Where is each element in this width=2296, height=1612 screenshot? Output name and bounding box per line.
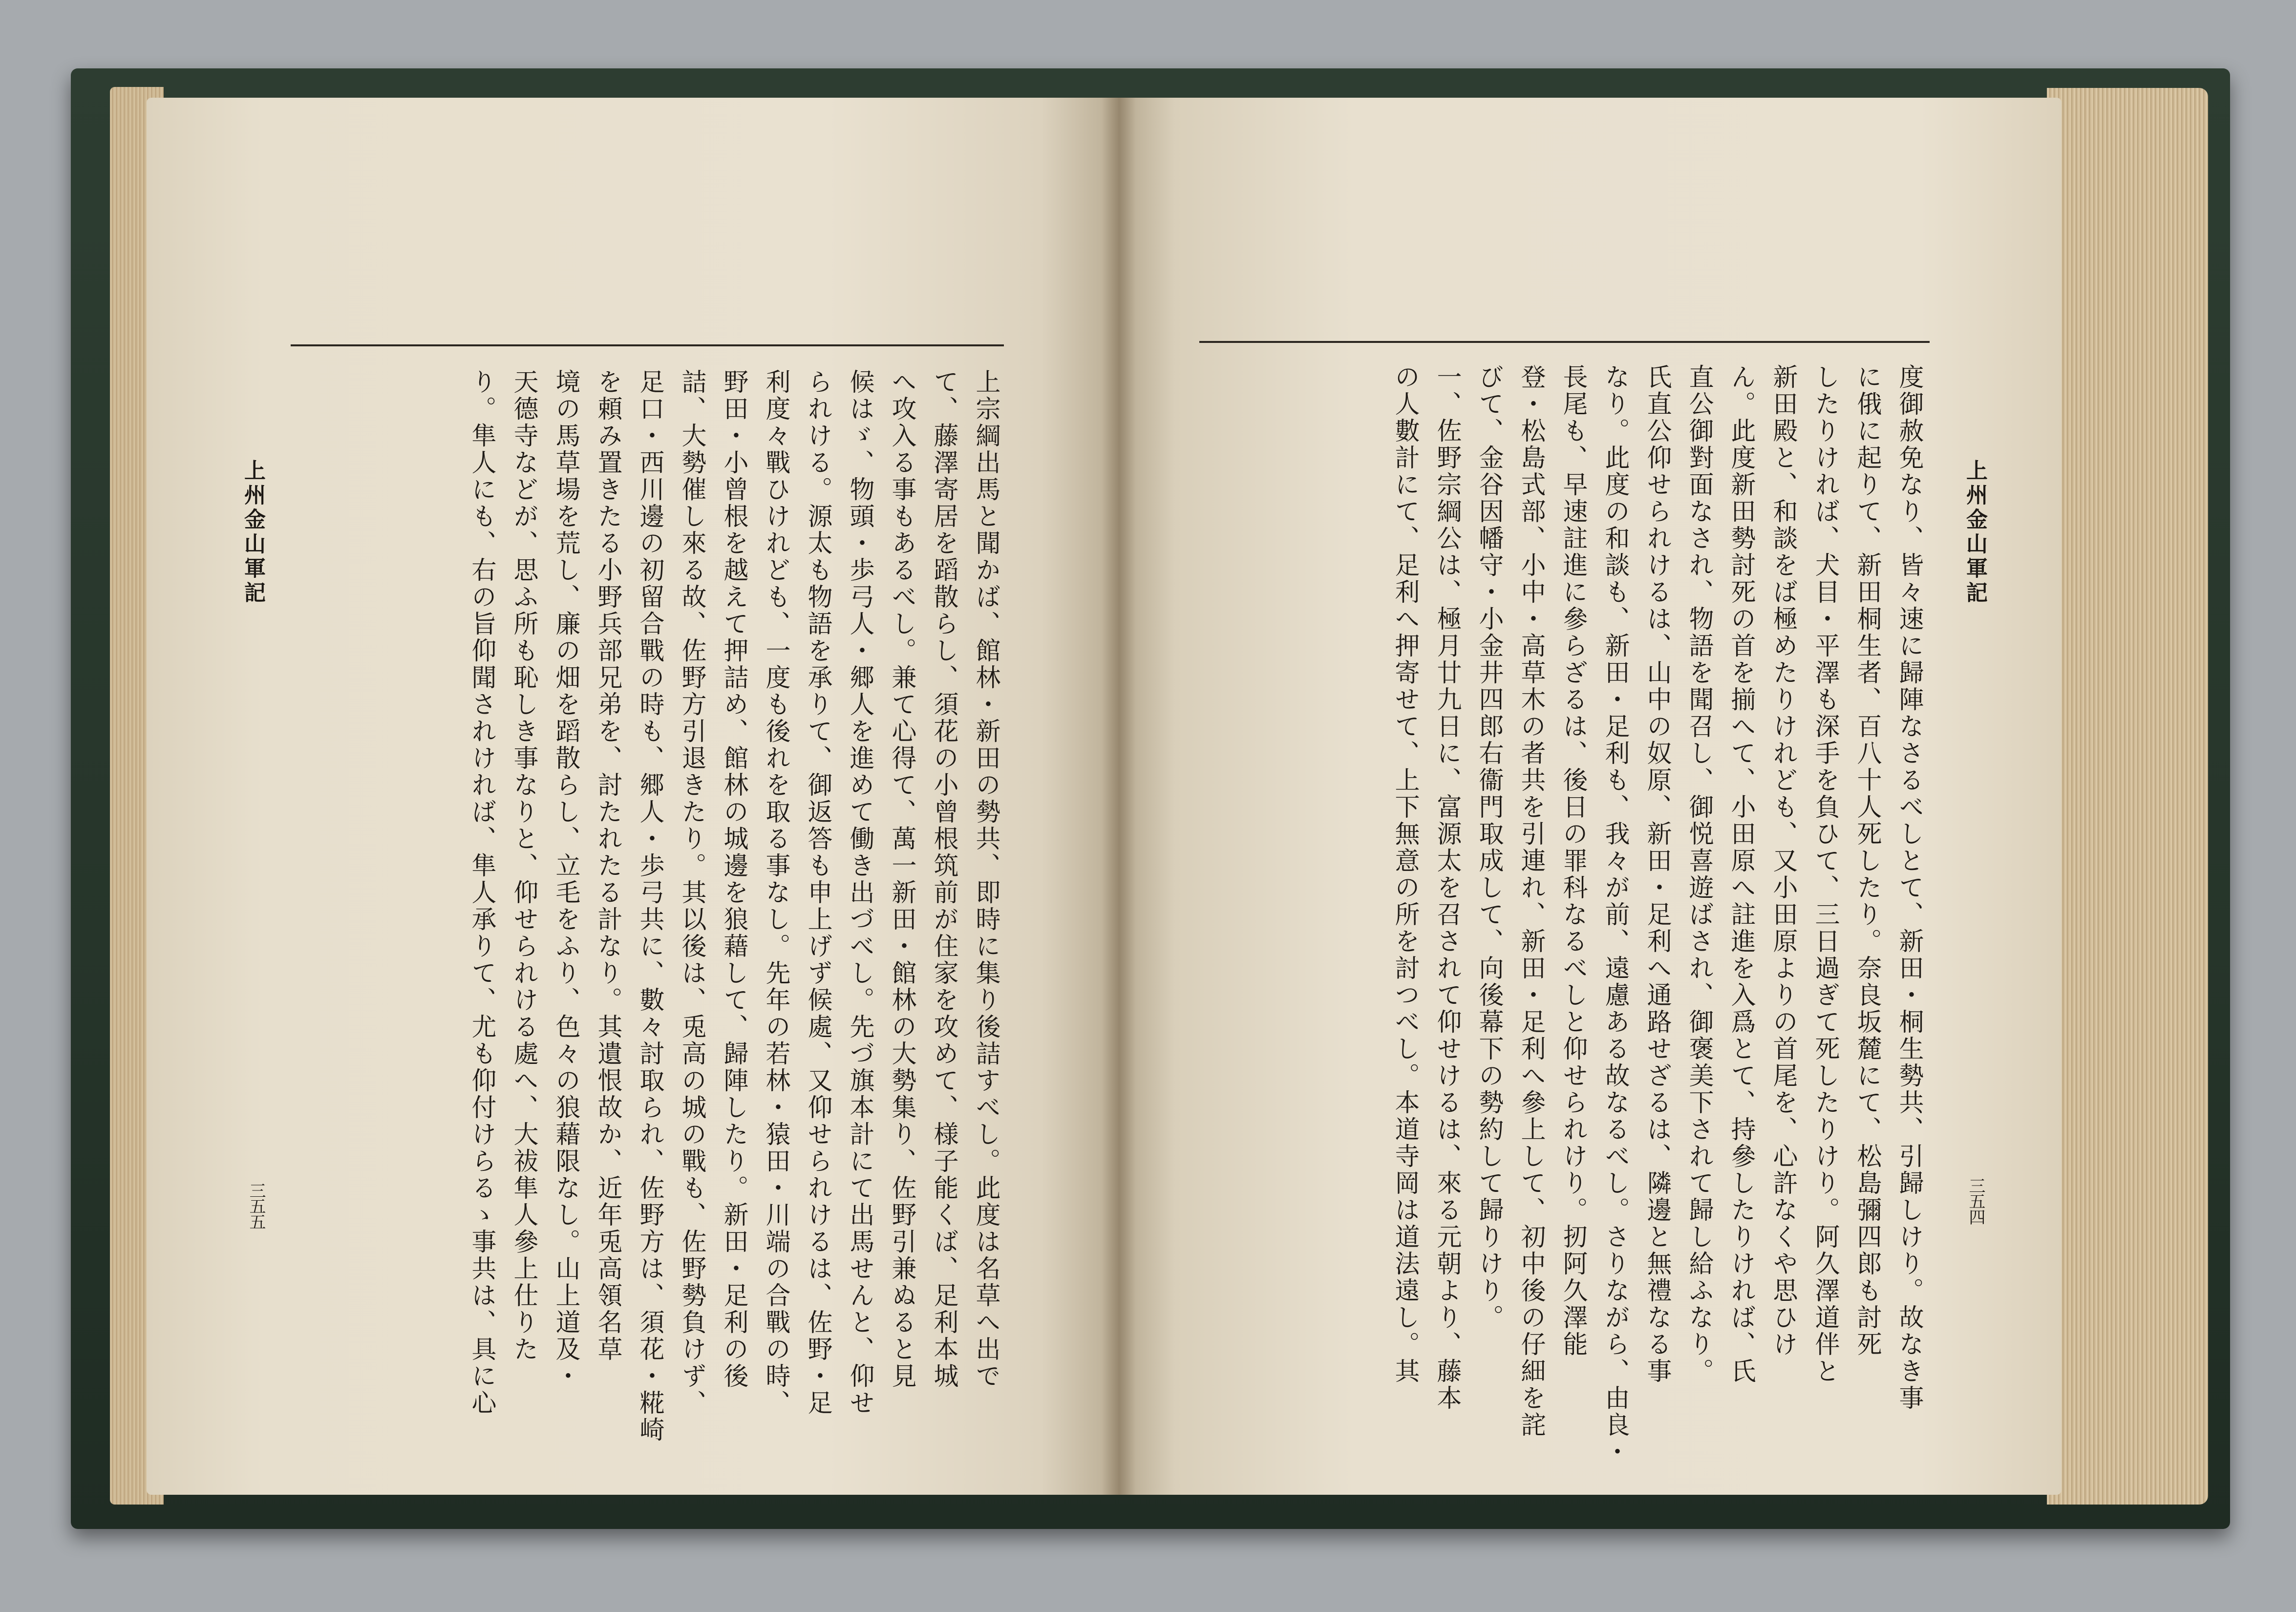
text-line: 候はゞ、物頭・歩弓人・郷人を進めて働き出づべし。先づ旗本計にて出馬せんと、仰せ [845, 369, 874, 1417]
text-line: 氏直公仰せられけるは、山中の奴原、新田・足利へ通路せざるは、隣邊と無禮なる事 [1642, 364, 1671, 1385]
text-line: の人數計にて、足利へ押寄せて、上下無意の所を討つべし。本道寺岡は道法遠し。其 [1390, 364, 1419, 1385]
text-line: 足口・西川邊の初留合戰の時も、郷人・歩弓共に、數々討取られ、佐野方は、須花・糀崎 [635, 369, 664, 1443]
text-line: 長尾も、早速註進に參らざるは、後日の罪科なるべしと仰せられけり。扨阿久澤能 [1558, 364, 1587, 1358]
running-head-left: 上州金山軍記 [240, 459, 265, 606]
running-head-right: 上州金山軍記 [1962, 459, 1987, 606]
text-line: 境の馬草場を荒し、廉の畑を蹈散らし、立毛をふり、色々の狼藉限なし。山上道及・ [551, 369, 580, 1390]
right-page-edges [2047, 88, 2208, 1505]
text-line: びて、金谷因幡守・小金井四郎右衞門取成して、向後幕下の勢約して歸りけり。 [1474, 364, 1503, 1331]
right-page-body [1202, 364, 1930, 1465]
text-line: 天德寺などが、思ふ所も恥しき事なりと、仰せられける處へ、大祓隼人參上仕りた [509, 369, 538, 1363]
left-page-body [288, 369, 1006, 1443]
text-line: 一、佐野宗綱公は、極月廿九日に、富源太を召されて仰せけるは、來る元朝より、藤本 [1432, 364, 1461, 1412]
text-line: 登・松島式部、小中・高草木の者共を引連れ、新田・足利へ參上して、初中後の仔細を詫 [1516, 364, 1545, 1439]
text-line: り。隼人にも、右の旨仰聞されければ、隼人承りて、尤も仰付けらるゝ事共は、具に心 [467, 369, 496, 1417]
page-number-left: 三五五 [246, 1182, 266, 1229]
right-header-rule [1199, 341, 1930, 343]
text-line: 利度々戰ひけれども、一度も後れを取る事なし。先年の若林・猿田・川端の合戰の時、 [761, 369, 790, 1417]
book-gutter [1102, 98, 1136, 1495]
page-number-right: 三五四 [1966, 1177, 1985, 1224]
text-line: ん。此度新田勢討死の首を揃へて、小田原へ註進を入爲とて、持參したりければ、氏 [1726, 364, 1755, 1385]
text-line: 度御赦免なり、皆々速に歸陣なさるべしとて、新田・桐生勢共、引歸しけり。故なき事 [1894, 364, 1923, 1412]
text-line: て、藤澤寄居を蹈散らし、須花の小曾根筑前が住家を攻めて、様子能くば、足利本城 [929, 369, 958, 1390]
text-line: に俄に起りて、新田桐生者、百八十人死したり。奈良坂麓にて、松島彌四郎も討死 [1852, 364, 1881, 1358]
text-line: へ攻入る事もあるべし。兼て心得て、萬一新田・館林の大勢集り、佐野引兼ぬると見 [887, 369, 916, 1390]
text-line: 上宗綱出馬と聞かば、館林・新田の勢共、即時に集り後詰すべし。此度は名草へ出で [971, 369, 1000, 1390]
text-line: 詰、大勢催し來る故、佐野方引退きたり。其以後は、兎高の城の戰も、佐野勢負けず、 [677, 369, 706, 1417]
left-header-rule [291, 344, 1004, 346]
text-line: したりければ、犬目・平澤も深手を負ひて、三日過ぎて死したりけり。阿久澤道伴と [1810, 364, 1839, 1385]
text-line: 直公御對面なされ、物語を聞召し、御悦喜遊ばされ、御褒美下されて歸し給ふなり。 [1684, 364, 1713, 1385]
text-line: 野田・小曾根を越えて押詰め、館林の城邊を狼藉して、歸陣したり。新田・足利の後 [719, 369, 748, 1390]
text-line: を頼み置きたる小野兵部兄弟を、討たれたる計なり。其遺恨故か、近年兎高領名草 [593, 369, 622, 1363]
text-line: なり。此度の和談も、新田・足利も、我々が前、遠慮ある故なるべし。さりながら、由良・ [1600, 364, 1629, 1465]
text-line: 新田殿と、和談をば極めたりけれども、又小田原よりの首尾を、心許なくや思ひけ [1768, 364, 1797, 1358]
text-line: られける。源太も物語を承りて、御返答も申上げず候處、又仰せられけるは、佐野・足 [803, 369, 832, 1417]
